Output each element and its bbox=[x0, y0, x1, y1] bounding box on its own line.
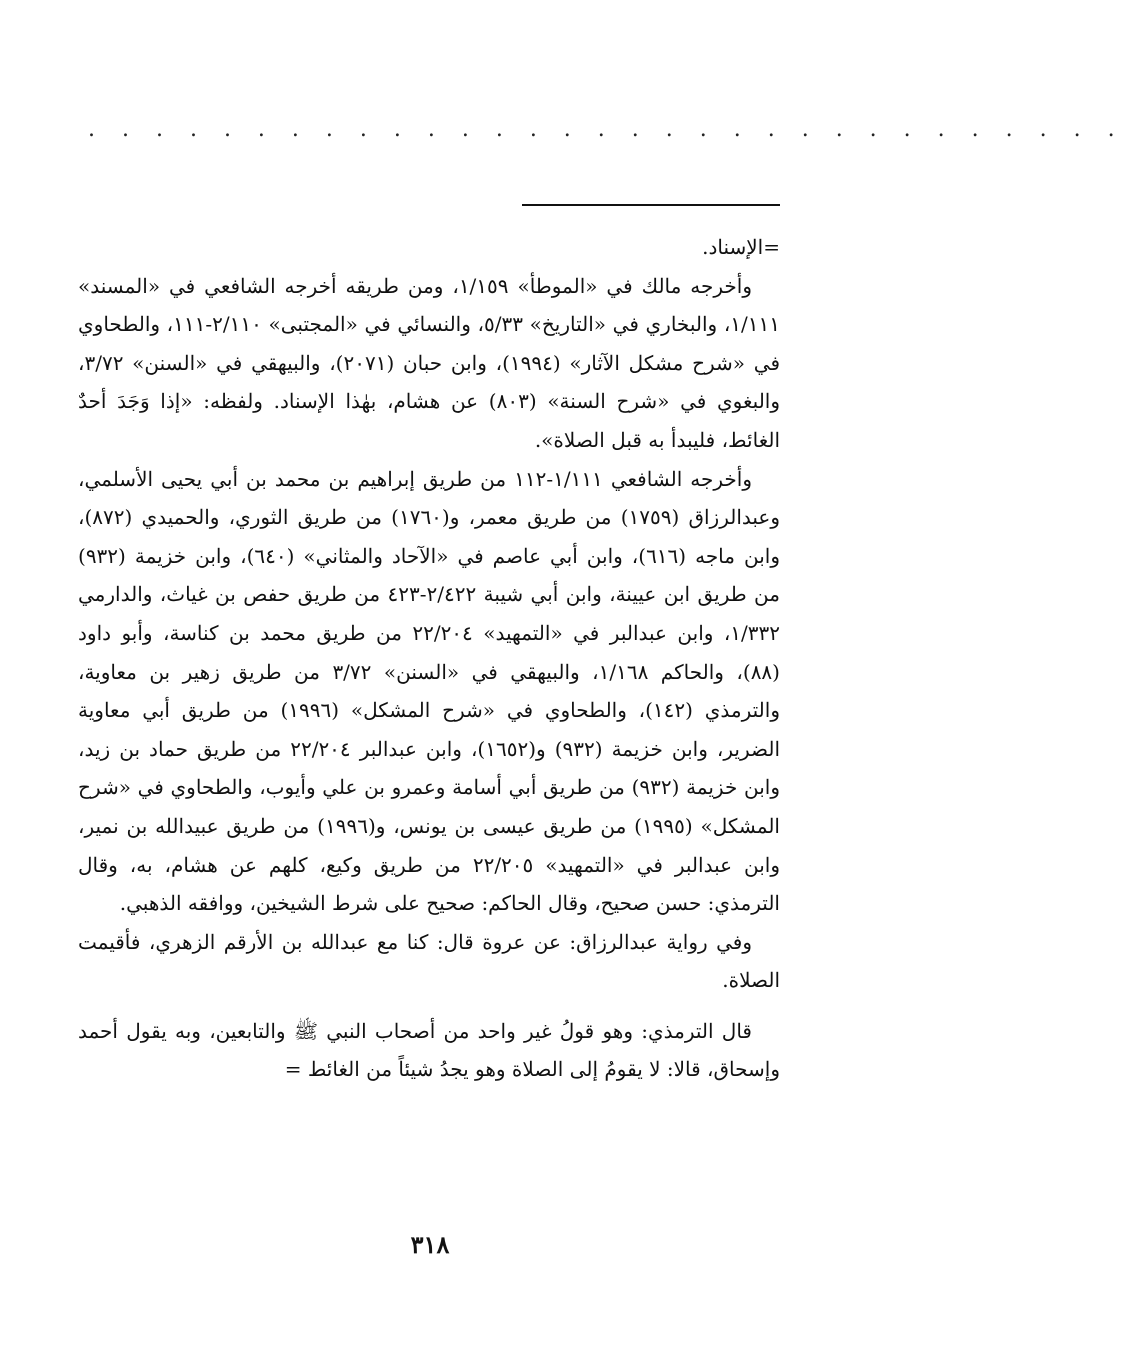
footnote-paragraph-abdulrazzaq: وفي رواية عبدالرزاق: عن عروة قال: كنا مع عبدالله بن الأرقم الزهري، فأقيمت الصلاة. bbox=[78, 929, 780, 993]
footnote-continuation: =الإسناد. bbox=[702, 235, 780, 259]
page-number: ٣١٨ bbox=[410, 1230, 450, 1259]
footnote-paragraph-malik: وأخرجه مالك في «الموطأ» ١/١٥٩، ومن طريقه أخرجه الشافعي في «المسند» ١/١١١، والبخاري في «التاريخ» ٥/٣٣، والنسائي في «المجتبى» ٢/١١٠-١١١، والطحاوي في «شرح مشكل الآثار» (١٩٩٤)، وابن حبان (٢٠٧١)، والبيهقي في «السنن» ٣/٧٢، والبغوي في «شرح السنة» (٨٠٣) عن هشام، بهٰذا الإسناد. ولفظه: «إذا وَجَدَ أحدٌ الغائط، فليبدأ به قبل الصلاة». bbox=[78, 273, 781, 452]
separator-dots: . . . . . . . . . . . . . . . . . . . . . . . . . . . . . . . bbox=[88, 117, 1125, 142]
footnote-body bbox=[78, 228, 780, 1089]
footnote-paragraph-tirmidhi: قال الترمذي: وهو قولُ غير واحد من أصحاب النبي ﷺ والتابعين، وبه يقول أحمد وإسحاق، قالا: لا يقومُ إلى الصلاة وهو يجدُ شيئاً من الغائط = bbox=[78, 1018, 780, 1082]
footnote-rule bbox=[522, 204, 780, 206]
footnote-paragraph-shafii: وأخرجه الشافعي ١/١١١-١١٢ من طريق إبراهيم بن محمد بن أبي يحيى الأسلمي، وعبدالرزاق (١٧٥٩) من طريق معمر، و(١٧٦٠) من طريق الثوري، والحميدي (٨٧٢)، وابن ماجه (٦١٦)، وابن أبي عاصم في «الآحاد والمثاني» (٦٤٠)، وابن خزيمة (٩٣٢) من طريق ابن عيينة، وابن أبي شيبة ٢/٤٢٢-٤٢٣ من طريق حفص بن غياث، والدارمي ١/٣٣٢، وابن عبدالبر في «التمهيد» ٢٢/٢٠٤ من طريق محمد بن كناسة، وأبو داود (٨٨)، والحاكم ١/١٦٨، والبيهقي في «السنن» ٣/٧٢ من طريق زهير بن معاوية، والترمذي (١٤٢)، والطحاوي في «شرح المشكل» (١٩٩٦) من طريق أبي معاوية الضرير، وابن خزيمة (٩٣٢) و(١٦٥٢)، وابن عبدالبر ٢٢/٢٠٤ من طريق حماد بن زيد، وابن خزيمة (٩٣٢) من طريق أبي أسامة وعمرو بن علي وأيوب، والطحاوي في «شرح المشكل» (١٩٩٥) من طريق عيسى بن يونس، و(١٩٩٦) من طريق عبيدالله بن نمير، وابن عبدالبر في «التمهيد» ٢٢/٢٠٥ من طريق وكيع، كلهم عن هشام، به، وقال الترمذي: حسن صحيح، وقال الحاكم: صحيح على شرط الشيخين، ووافقه الذهبي. bbox=[78, 466, 781, 916]
